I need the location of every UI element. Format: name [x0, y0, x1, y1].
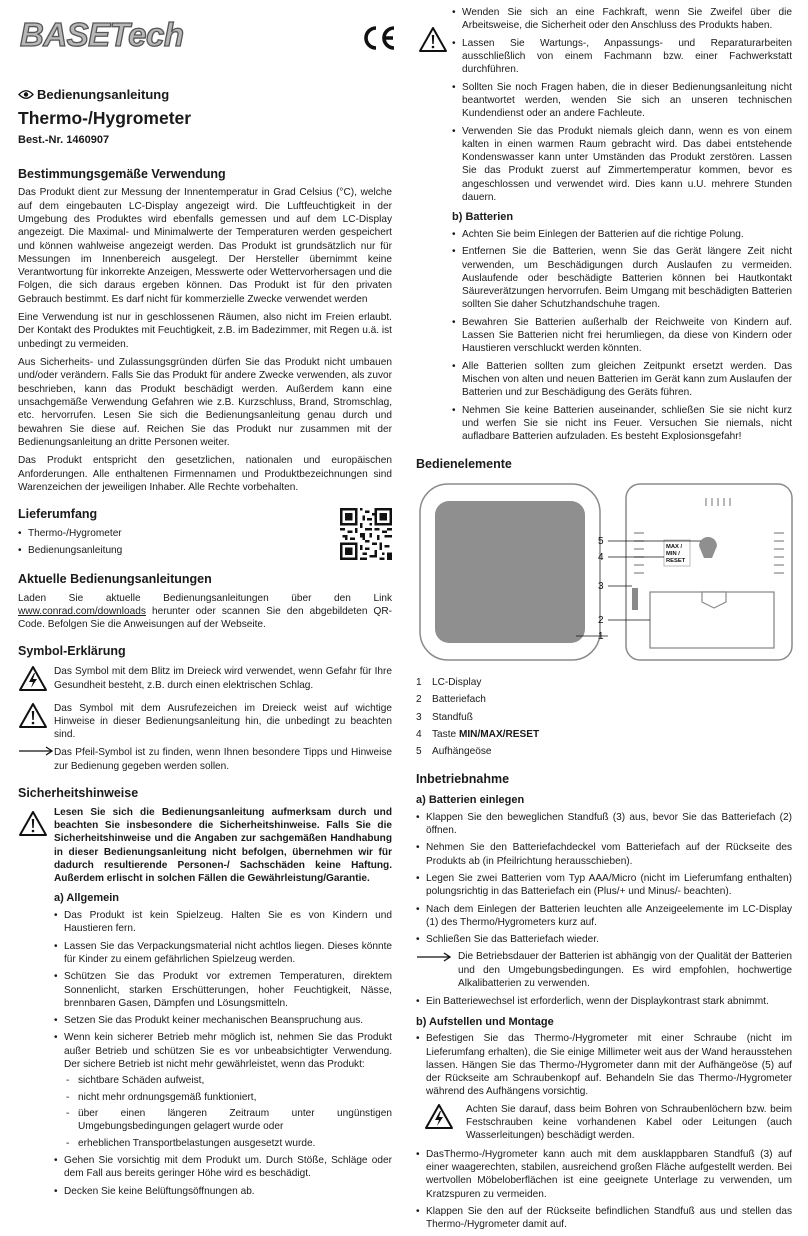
symbol-row-lightning: [18, 665, 392, 696]
list-item: • Lassen Sie Wartungs-, Anpassungs- und Reparaturarbeiten ausschließlich von einem Fachmann bzw. einer Fachwerkstatt durchführen.: [452, 37, 792, 77]
arrow-icon: [416, 952, 452, 962]
basetech-logo: [18, 14, 248, 54]
exclamation-warning-icon: [18, 702, 48, 729]
download-link[interactable]: www.conrad.com/downloads: [18, 606, 146, 618]
stand-foot: [632, 588, 638, 610]
list-item: • Schützen Sie das Produkt vor extremen Temperaturen, direktem Sonnenlicht, starken Erschütterungen, hoher Feuchtigkeit, Nässe, brennbaren Gasen, Dämpfen und Lösungsmitteln.: [54, 970, 392, 1010]
list-item: • Nach dem Einlegen der Batterien leuchten alle Anzeigeelemente im LC-Display (1) des Thermo/Hygrometers kurz auf.: [416, 903, 792, 930]
battery-tip-text: Die Betriebsdauer der Batterien ist abhängig von der Qualität der Batterien und den Umgebungsbedingungen. Es wird empfohlen, hochwertige Alkalibatterien zu verwenden.: [458, 951, 792, 990]
batteries-list: [452, 228, 792, 444]
list-item: • Setzen Sie das Produkt keiner mechanischen Beanspruchung aus.: [54, 1014, 392, 1027]
list-item: • Ein Batteriewechsel ist erforderlich, wenn der Displaykontrast stark abnimmt.: [416, 995, 792, 1008]
intended-use-p4: Das Produkt entspricht den gesetzlichen, nationalen und europäischen Anforderungen. Alle enthaltenen Firmennamen und Produktbezeichnungen sind Warenzeichen der jeweiligen Inhaber. Alle Rechte vorbehalten.: [18, 455, 392, 493]
list-item: • Befestigen Sie das Thermo-/Hygrometer mit einer Schraube (nicht im Lieferumfang erhalten), die Sie einige Millimeter weit aus der Wand herausstehen lassen. Hängen Sie das Thermo-/Hygrometer dann mit der Aufhängeöse (5) auf der Rückseite am Schraubenkopf auf. Behandeln Sie das Thermo-/Hygrometer während des Aufhängens vorsichtig.: [416, 1032, 792, 1099]
mount-warning-text: Achten Sie darauf, dass beim Bohren von Schraubenlöchern bzw. beim Festschrauben keine vorhandenen Kabel oder Leitungen (auch Wasserleitungen) beschädigt werden.: [466, 1103, 792, 1142]
manuals-text: Laden Sie aktuelle Bedienungsanleitungen über den Link www.conrad.com/downloads herunter oder scannen Sie den abgebildeten QR-Code. Befolgen Sie die Anweisungen auf der Webseite.: [18, 592, 392, 631]
button-label-reset: RESET: [666, 558, 686, 565]
list-item: • Lassen Sie das Verpackungsmaterial nicht achtlos liegen. Dieses könnte für Kinder zu einem gefährlichen Spielzeug werden.: [54, 940, 392, 967]
lightning-warning-icon: [424, 1103, 454, 1130]
list-item: • Nehmen Sie keine Batterien auseinander, schließen Sie sie nicht kurz und werfen Sie sie nicht ins Feuer. Versuchen Sie niemals, nicht aufladbare Batterien aufzuladen. Es besteht Explosionsgefahr!: [452, 404, 792, 444]
symbol-exclamation-text: Das Symbol mit dem Ausrufezeichen im Dreieck weist auf wichtige Hinweise in dieser Bedienungsanleitung hin, die unbedingt zu beachten sind.: [54, 702, 392, 741]
list-item: • Wenden Sie sich an eine Fachkraft, wenn Sie Zweifel über die Arbeitsweise, die Sicherheit oder den Anschluss des Produkts haben.: [452, 6, 792, 33]
list-item: - über einen längeren Zeitraum unter ungünstigen Umgebungsbedingungen gelagert wurde oder: [64, 1107, 392, 1134]
list-item: • DasThermo-/Hygrometer kann auch mit dem ausklappbaren Standfuß (3) auf einer waagerechten, stabilen, ausreichend großen Fläche aufgestellt werden. Bei wertvollen Möbeloberflächen ist eine geeignete Unterlage zu verwenden, um Kratzspuren zu vermeiden.: [416, 1148, 792, 1201]
list-item: • Alle Batterien sollten zum gleichen Zeitpunkt ersetzt werden. Das Mischen von alten und neuen Batterien im Gerät kann zum Auslaufen der Batterien und zur Beschädigung des Geräts führen.: [452, 360, 792, 400]
header: [18, 0, 392, 62]
callout-5: 5: [598, 536, 604, 548]
list-item: • Legen Sie zwei Batterien vom Typ AAA/Micro (nicht im Lieferumfang enthalten) polungsrichtig in das Batteriefach ein (Plus/+ und Minus/- beachten).: [416, 872, 792, 899]
symbol-row-arrow: [18, 746, 392, 773]
left-column: [18, 0, 392, 1202]
list-item: - erheblichen Transportbelastungen ausgesetzt wurde.: [64, 1137, 392, 1150]
order-number: Best.-Nr. 1460907: [18, 134, 110, 147]
mount-heading: b) Aufstellen und Montage: [416, 1015, 554, 1028]
safety-intro-text: Lesen Sie sich die Bedienungsanleitung aufmerksam durch und beachten Sie insbesondere die Sicherheitshinweise. Falls Sie die Sicherheitshinweise und die Angaben zur sachgemäßen Handhabung in dieser Bedienungsanleitung nicht befolgen, übernehmen wir für dadurch resultierende Personen-/ Sachschäden keine Haftung. Außerdem erlischt in solchen Fällen die Gewährleistung/Garantie.: [54, 806, 392, 885]
intended-use-p3: Aus Sicherheits- und Zulassungsgründen dürfen Sie das Produkt nicht umbauen und/oder verändern. Falls Sie das Produkt für andere Zwecke verwenden, als zuvor beschrieben, kann das Produkt beschädigt werden. Außerdem kann eine unsachgemäße Verwendung Gefahren wie z.B. Kurzschluss, Brand, Stromschlag, etc. hervorrufen. Lesen Sie sich die Bedienungsanleitung genau durch und bewahren Sie diese auf. Reichen Sie das Produkt nur zusammen mit der Bedienungsanleitung an dritte Personen weiter.: [18, 357, 392, 448]
manuals-heading: Aktuelle Bedienungsanleitungen: [18, 572, 212, 587]
safety-general: [18, 891, 392, 1197]
list-item: • Sollten Sie noch Fragen haben, die in dieser Bedienungsanleitung nicht beantwortet werden, wenden Sie sich an unseren technischen Kundendienst oder an andere Fachleute.: [452, 81, 792, 121]
list-item: • Das Produkt ist kein Spielzeug. Halten Sie es von Kindern und Haustieren fern.: [54, 909, 392, 936]
battery-change-list: [416, 995, 792, 1008]
ce-mark-icon: [362, 24, 398, 52]
list-item: • Achten Sie beim Einlegen der Batterien auf die richtige Polung.: [452, 228, 792, 241]
svg-text:BASETech: BASETech: [20, 16, 184, 53]
controls-heading: Bedienelemente: [416, 456, 512, 471]
general-heading: a) Allgemein: [54, 892, 119, 905]
safety-heading: Sicherheitshinweise: [18, 786, 139, 801]
right-column: [416, 6, 792, 1236]
safety-intro-row: [18, 806, 392, 886]
list-item: • Klappen Sie den beweglichen Standfuß (3) aus, bevor Sie das Batteriefach (2) öffnen.: [416, 811, 792, 838]
list-item: • Schließen Sie das Batteriefach wieder.: [416, 933, 792, 946]
button-label-max: MAX /: [666, 544, 683, 551]
legend-row: 5 Aufhängeöse: [416, 746, 492, 758]
insert-batteries-list: [416, 811, 792, 947]
device-diagram: [416, 478, 792, 668]
mount-warning-row: [416, 1103, 792, 1143]
delivery-heading: Lieferumfang: [18, 507, 98, 522]
startup-heading: Inbetriebnahme: [416, 771, 510, 786]
intended-use-p1: Das Produkt dient zur Messung der Innentemperatur in Grad Celsius (°C), welche auf dem eingebauten LC-Display angezeigt wird. Die Luftfeuchtigkeit in der Umgebung des Produktes wird ebenfalls gemessen und auf dem LC-Display angezeigt. Die Maximal- und Minimalwerte der Temperaturen werden gespeichert und können wahlweise angezeigt werden. Das Produkt ist grundsätzlich nur für Messungen im Innenbereich ausgelegt. Der Hersteller übernimmt keine Verantwortung für inkorrekte Anzeigen, Messwerte oder Wettervorhersagen und die Folgen, die sich daraus ergeben können. Das Produkt ist für den privaten Gebrauch bestimmt. Es darf nicht für kommerzielle Zwecke verwendet werden: [18, 187, 392, 305]
list-item: • Verwenden Sie das Produkt niemals gleich dann, wenn es von einem kalten in einen warmen Raum gebracht wird. Das dabei entstehende Kondenswasser kann unter Umständen das Produkt zerstören. Lassen Sie das Produkt zuerst auf Zimmertemperatur kommen, bevor es angeschlossen und verwendet wird. Dies kann u.U. mehrere Stunden dauern.: [452, 125, 792, 205]
battery-tip-row: [416, 950, 792, 990]
callout-4: 4: [598, 552, 604, 564]
exclamation-warning-icon: [418, 26, 448, 53]
controls-legend: [416, 676, 792, 759]
list-item: - nicht mehr ordnungsgemäß funktioniert,: [64, 1091, 392, 1104]
delivery-list: [18, 527, 392, 558]
intended-use-heading: Bestimmungsgemäße Verwendung: [18, 166, 226, 181]
delivery-section: [18, 506, 392, 557]
lc-display: [435, 501, 585, 643]
legend-row: 4 Taste MIN/MAX/RESET: [416, 729, 540, 741]
unsafe-conditions-list: [64, 1074, 392, 1150]
list-item: • Wenn kein sicherer Betrieb mehr möglich ist, nehmen Sie das Produkt außer Betrieb und schützen Sie es vor unbeabsichtigter Verwendung. Der sichere Betrieb ist nicht mehr gewährleistet, wenn das Produkt: - sichtbare Schäden aufweist, - nicht mehr ordnungsgemäß funktioniert, - über einen längeren Zeitraum unter ungünstigen Umgebungsbedingungen gelagert wurde oder - erheblichen Transportbelastungen ausgesetzt wurde.: [54, 1031, 392, 1150]
legend-row: 2 Batteriefach: [416, 694, 486, 706]
mount-list-2: [416, 1148, 792, 1232]
button-label-min: MIN /: [666, 551, 680, 558]
symbol-row-exclamation: [18, 702, 392, 742]
list-item: • Klappen Sie den auf der Rückseite befindlichen Standfuß aus und stellen das Thermo-/Hygrometer damit auf.: [416, 1205, 792, 1232]
mount-list-1: [416, 1032, 792, 1099]
lightning-warning-icon: [18, 665, 48, 692]
callout-2: 2: [598, 615, 604, 627]
list-item: • Thermo-/Hygrometer: [18, 527, 392, 540]
list-item: • Entfernen Sie die Batterien, wenn Sie das Gerät längere Zeit nicht verwenden, um Beschädigungen durch Auslaufen zu vermeiden. Auslaufende oder beschädigte Batterien können bei Hautkontakt Säureverätzungen hervorrufen. Beim Umgang mit beschädigten Batterien sollten Sie daher Schutzhandschuhe tragen.: [452, 245, 792, 312]
general-list: [54, 909, 392, 1198]
list-item: - sichtbare Schäden aufweist,: [64, 1074, 392, 1087]
legend-row: 1 LC-Display: [416, 677, 482, 689]
list-item: • Bewahren Sie Batterien außerhalb der Reichweite von Kindern auf. Lassen Sie Batterien nicht frei herumliegen, da diese von Kindern oder Haustieren verschluckt werden könnten.: [452, 316, 792, 356]
callout-1: 1: [598, 631, 604, 643]
list-item: • Gehen Sie vorsichtig mit dem Produkt um. Durch Stöße, Schläge oder dem Fall aus bereits geringer Höhe wird es beschädigt.: [54, 1154, 392, 1181]
doc-label: [18, 86, 392, 103]
callout-3: 3: [598, 581, 604, 593]
intended-use-p2: Eine Verwendung ist nur in geschlossenen Räumen, also nicht im Freien erlaubt. Der Kontakt des Produktes mit Feuchtigkeit, z.B. im Badezimmer, mit Regen u.ä. ist unbedingt zu vermeiden.: [18, 312, 392, 350]
arrow-icon: [18, 746, 54, 756]
doc-label-text: Bedienungsanleitung: [37, 87, 170, 102]
list-item: • Decken Sie keine Belüftungsöffnungen ab.: [54, 1185, 392, 1198]
safety-continued: [416, 6, 792, 444]
legend-row: 3 Standfuß: [416, 711, 473, 723]
exclamation-warning-icon: [18, 810, 48, 837]
safety-continued-list: [452, 6, 792, 204]
batteries-heading: b) Batterien: [452, 211, 514, 224]
symbols-heading: Symbol-Erklärung: [18, 643, 126, 658]
symbol-lightning-text: Das Symbol mit dem Blitz im Dreieck wird verwendet, wenn Gefahr für Ihre Gesundheit besteht, z.B. durch einen elektrischen Schlag.: [54, 666, 392, 691]
eye-icon: [18, 89, 34, 100]
insert-batteries-heading: a) Batterien einlegen: [416, 794, 525, 807]
list-item: • Bedienungsanleitung: [18, 544, 392, 557]
page-title: Thermo-/Hygrometer: [18, 108, 192, 129]
qr-code-icon: [340, 508, 392, 560]
list-item: • Nehmen Sie den Batteriefachdeckel vom Batteriefach auf der Rückseite des Produkts ab (in Pfeilrichtung herausschieben).: [416, 841, 792, 868]
symbol-arrow-text: Das Pfeil-Symbol ist zu finden, wenn Ihnen besondere Tipps und Hinweise zur Bedienung gegeben werden sollen.: [54, 747, 392, 772]
